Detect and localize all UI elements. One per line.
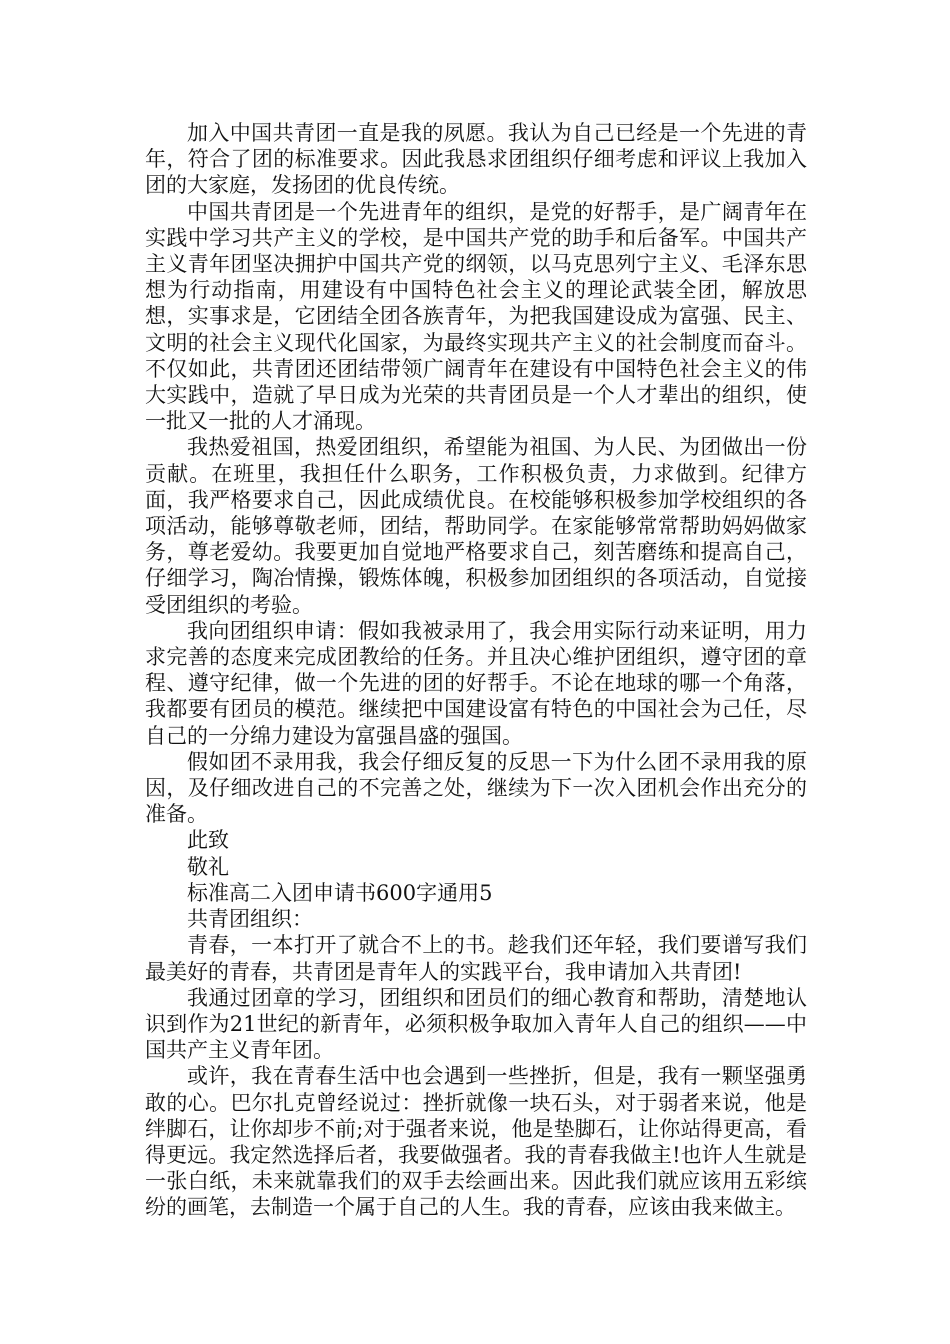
- paragraph-aspiration: 加入中国共青团一直是我的夙愿。我认为自己已经是一个先进的青年，符合了团的标准要求。因此我恳求团组织仔细考虑和评议上我加入团的大家庭，发扬团的优良传统。: [145, 121, 807, 198]
- paragraph-commitment: 我向团组织申请：假如我被录用了，我会用实际行动来证明，用力求完善的态度来完成团教给的任务。并且决心维护团组织，遵守团的章程、遵守纪律，做一个先进的团的好帮手。不论在地球的哪一个角落，我都要有团员的模范。继续把中国建设富有特色的中国社会为己任，尽自己的一分绵力建设为富强昌盛的强国。: [145, 618, 807, 748]
- paragraph-self-description: 我热爱祖国，热爱团组织，希望能为祖国、为人民、为团做出一份贡献。在班里，我担任什么职务，工作积极负责，力求做到。纪律方面，我严格要求自己，因此成绩优良。在校能够积极参加学校组织的各项活动，能够尊敬老师，团结，帮助同学。在家能够常常帮助妈妈做家务，尊老爱幼。我要更加自觉地严格要求自己，刻苦磨练和提高自己，仔细学习，陶冶情操，锻炼体魄，积极参加团组织的各项活动，自觉接受团组织的考验。: [145, 435, 807, 617]
- paragraph-setbacks: 或许，我在青春生活中也会遇到一些挫折，但是，我有一颗坚强勇敢的心。巴尔扎克曾经说过：挫折就像一块石头，对于弱者来说，他是绊脚石，让你却步不前;对于强者来说，他是垫脚石，让你站得更高，看得更远。我定然选择后者，我要做强者。我的青春我做主!也许人生就是一张白纸，未来就靠我们的双手去绘画出来。因此我们就应该用五彩缤纷的画笔，去制造一个属于自己的人生。我的青春，应该由我来做主。: [145, 1064, 807, 1220]
- section-heading: 标准高二入团申请书600字通用5: [187, 880, 493, 905]
- paragraph-if-rejected: 假如团不录用我，我会仔细反复的反思一下为什么团不录用我的原因，及仔细改进自己的不完善之处，继续为下一次入团机会作出充分的准备。: [145, 749, 807, 827]
- closing-salutation: 此致: [187, 828, 229, 853]
- paragraph-youth-book: 青春，一本打开了就合不上的书。趁我们还年轻，我们要谱写我们最美好的青春，共青团是青年人的实践平台，我申请加入共青团!: [145, 933, 807, 984]
- paragraph-about-league: 中国共青团是一个先进青年的组织，是党的好帮手，是广阔青年在实践中学习共产主义的学校，是中国共产党的助手和后备军。中国共产主义青年团坚决拥护中国共产党的纲领，以马克思列宁主义、毛泽东思想为行动指南，用建设有中国特色社会主义的理论武装全团，解放思想，实事求是，它团结全团各族青年，为把我国建设成为富强、民主、文明的社会主义现代化国家，为最终实现共产主义的社会制度而奋斗。不仅如此，共青团还团结带领广阔青年在建设有中国特色社会主义的伟大实践中，造就了早日成为光荣的共青团员是一个人才辈出的组织，使一批又一批的人才涌现。: [145, 199, 807, 434]
- document-body: [145, 120, 807, 1221]
- closing-regards: 敬礼: [187, 854, 229, 879]
- letter-addressee: 共青团组织：: [187, 907, 313, 932]
- paragraph-charter-study: 我通过团章的学习，团组织和团员们的细心教育和帮助，清楚地认识到作为21世纪的新青年，必须积极争取加入青年人自己的组织——中国共产主义青年团。: [145, 985, 807, 1063]
